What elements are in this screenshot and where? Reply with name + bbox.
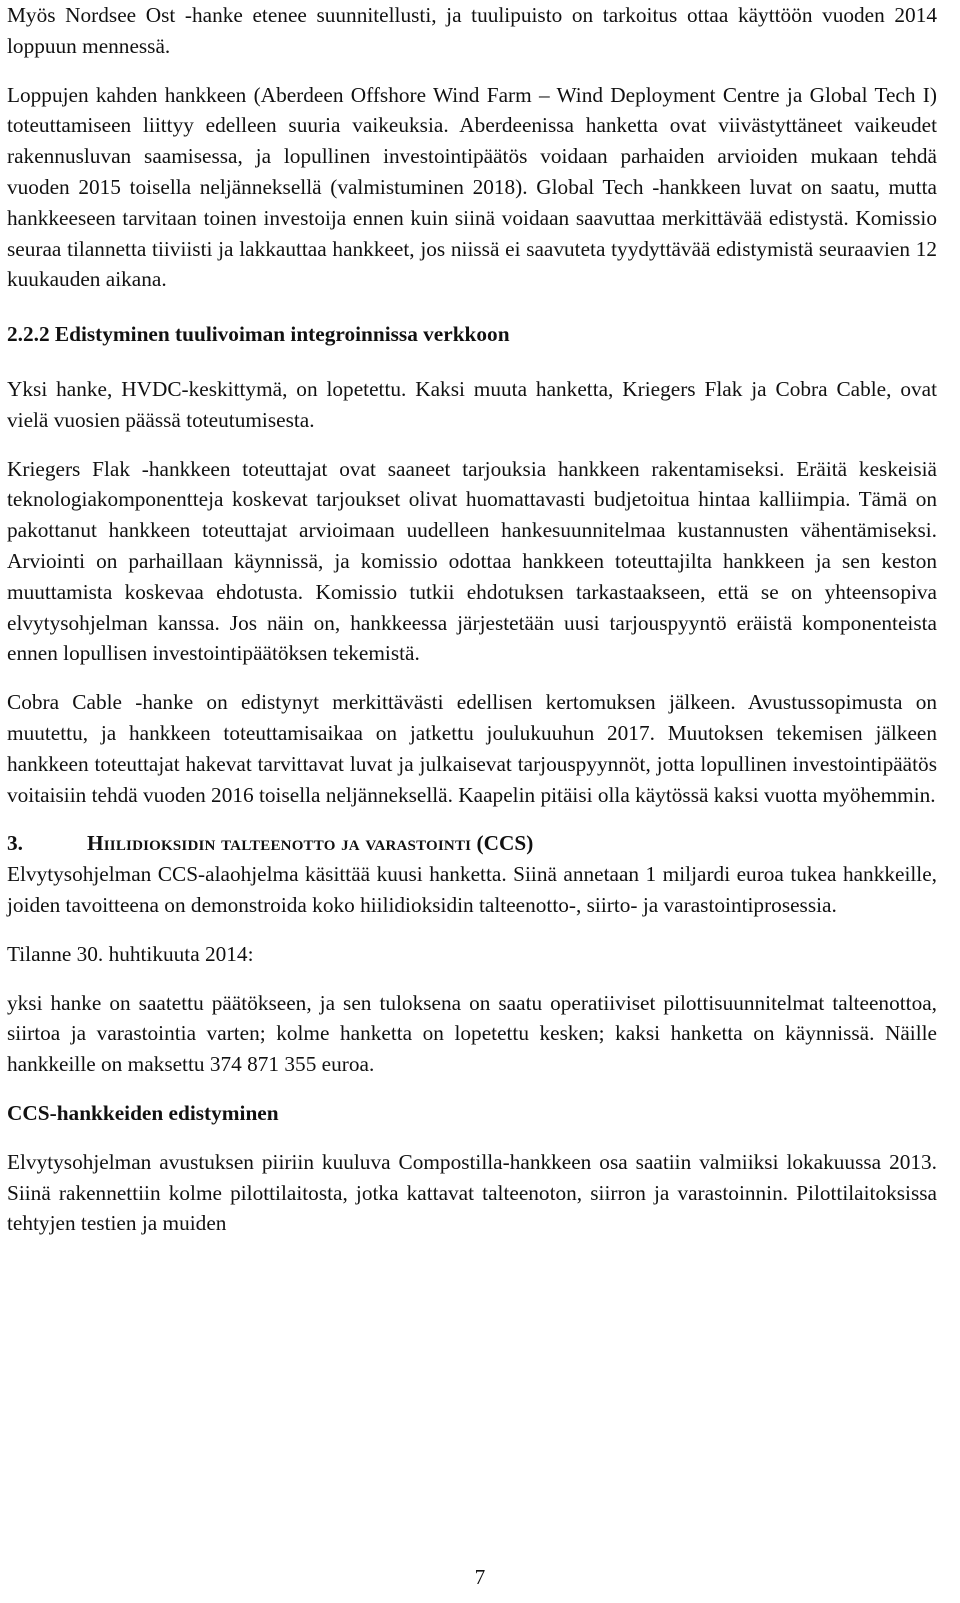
- paragraph-ccs-status: yksi hanke on saatettu päätökseen, ja sen tuloksena on saatu operatiiviset pilottisuunnitelmat talteenottoa, siirtoa ja varastointia varten; kolme hanketta on lopetettu kesken; kaksi hanketta on käynnissä. Näille hankkeille on maksettu 374 871 355 euroa.: [7, 990, 937, 1077]
- page-content: [7, 0, 937, 1239]
- subsection-heading-2-2-2: 2.2.2 Edistyminen tuulivoiman integroinnissa verkkoon: [7, 322, 510, 347]
- heading-ccs-progress: CCS-hankkeiden edistyminen: [7, 1100, 279, 1125]
- paragraph-cobra-cable: Cobra Cable -hanke on edistynyt merkittävästi edellisen kertomuksen jälkeen. Avustussopimusta on muutettu, ja hankkeen toteuttamisaikaa on jatkettu joulukuuhun 2017. Muutoksen tekemisen jälkeen hankkeen toteuttajat hakevat tarvittavat luvat ja julkaisevat tarjouspyynnöt, jotta lopullinen investointipäätös voitaisiin tehdä vuoden 2016 toisella neljänneksellä. Kaapelin pitäisi olla käytössä kaksi vuotta myöhemmin.: [7, 690, 937, 807]
- section-title-caps: Hiilidioksidin talteenotto ja varastointi: [87, 831, 472, 856]
- section-title-suffix: (CCS): [471, 831, 534, 856]
- paragraph-nordsee: Myös Nordsee Ost -hanke etenee suunnitellusti, ja tuulipuisto on tarkoitus ottaa käyttöön vuoden 2014 loppuun mennessä.: [7, 3, 937, 58]
- paragraph-ccs-intro: Elvytysohjelman CCS-alaohjelma käsittää kuusi hanketta. Siinä annetaan 1 miljardi euroa tukea hankkeille, joiden tavoitteena on demonstroida koko hiilidioksidin talteenotto-, siirto- ja varastointiprosessia.: [7, 862, 937, 917]
- paragraph-compostilla: Elvytysohjelman avustuksen piiriin kuuluva Compostilla-hankkeen osa saatiin valmiiksi lokakuussa 2013. Siinä rakennettiin kolme pilottilaitosta, jotka kattavat talteenoton, siirron ja varastoinnin. Pilottilaitoksissa tehtyjen testien ja muiden: [7, 1149, 937, 1236]
- paragraph-aberdeen-globaltech: Loppujen kahden hankkeen (Aberdeen Offshore Wind Farm – Wind Deployment Centre ja Global Tech I) toteuttamiseen liittyy edelleen suuria vaikeuksia. Aberdeenissa hanketta ovat viivästyttäneet vaikeudet rakennusluvan saamisessa, ja lopullinen investointipäätös voidaan parhaiden arvioiden mukaan tehdä vuoden 2015 toisella neljänneksellä (valmistuminen 2018). Global Tech -hankkeen luvat on saatu, mutta hankkeeseen tarvitaan toinen investoija ennen kuin siinä voidaan saavuttaa merkittävää edistystä. Komissio seuraa tilannetta tiiviisti ja lakkauttaa hankkeet, jos niissä ei saavuteta tyydyttävää edistymistä seuraavien 12 kuukauden aikana.: [7, 82, 937, 292]
- section-number: 3.: [7, 831, 23, 856]
- section-title: [87, 828, 533, 859]
- paragraph-kriegers-flak: Kriegers Flak -hankkeen toteuttajat ovat saaneet tarjouksia hankkeen rakentamiseksi. Eräitä keskeisiä teknologiakomponentteja koskevat tarjoukset olivat huomattavasti budjetoitua hintaa kalliimpia. Tämä on pakottanut hankkeen toteuttajat arvioimaan uudelleen hankesuunnitelmaa kustannusten vähentämiseksi. Arviointi on parhaillaan käynnissä, ja komissio odottaa hankkeen toteuttajilta hankkeen ja sen keston muuttamista koskevaa ehdotusta. Komissio tutkii ehdotuksen tarkastaakseen, että se on yhteensopiva elvytysohjelman kanssa. Jos näin on, hankkeessa järjestetään uusi tarjouspyyntö eräistä komponenteista ennen lopullisen investointipäätöksen tekemistä.: [7, 456, 937, 666]
- page-number: 7: [474, 1565, 486, 1589]
- paragraph-status-date: Tilanne 30. huhtikuuta 2014:: [7, 941, 254, 966]
- section-heading-3: [7, 828, 937, 859]
- paragraph-hvdc: Yksi hanke, HVDC-keskittymä, on lopetettu. Kaksi muuta hanketta, Kriegers Flak ja Cobra Cable, ovat vielä vuosien päässä toteutumisesta.: [7, 376, 937, 432]
